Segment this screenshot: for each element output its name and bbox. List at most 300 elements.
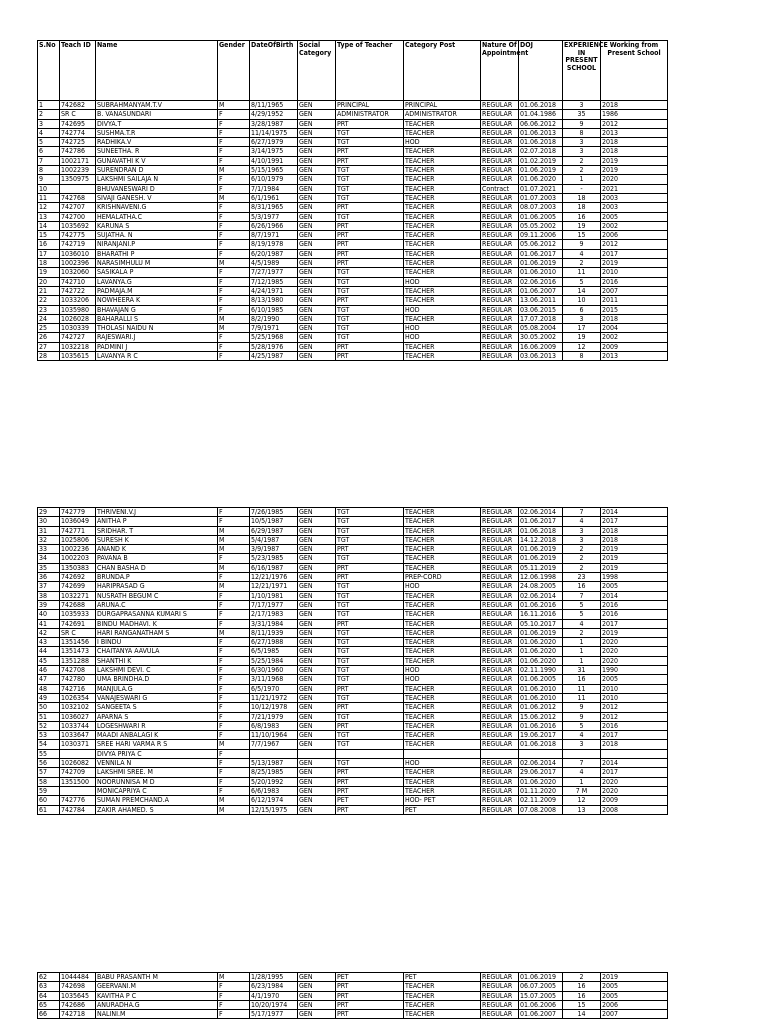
cell-date-of-birth: 5/20/1992 bbox=[250, 777, 298, 786]
cell-experience: 3 bbox=[563, 526, 601, 535]
cell-nature-of-appointment: REGULAR bbox=[481, 554, 519, 563]
cell-date-of-birth: 5/25/1984 bbox=[250, 656, 298, 665]
cell-social-category: GEN bbox=[298, 638, 336, 647]
cell-type-of-teacher: TGT bbox=[336, 647, 404, 656]
cell-gender: F bbox=[218, 240, 250, 249]
table-row bbox=[38, 147, 668, 156]
table-row bbox=[38, 221, 668, 230]
cell-nature-of-appointment: REGULAR bbox=[481, 619, 519, 628]
cell-gender: M bbox=[218, 166, 250, 175]
cell-category-post: ADMINISTRATOR bbox=[404, 110, 481, 119]
cell-nature-of-appointment: REGULAR bbox=[481, 600, 519, 609]
cell-gender: F bbox=[218, 1010, 250, 1019]
table-row bbox=[38, 554, 668, 563]
cell-name: CHAN BASHA D bbox=[96, 563, 218, 572]
cell-teach-id: 1036027 bbox=[60, 712, 96, 721]
cell-sno: 43 bbox=[38, 638, 60, 647]
cell-working-from: 2009 bbox=[601, 342, 668, 351]
cell-experience: 8 bbox=[563, 352, 601, 361]
cell-doj: 02.06.2016 bbox=[519, 277, 563, 286]
cell-date-of-birth: 5/3/1977 bbox=[250, 212, 298, 221]
cell-teach-id: 742708 bbox=[60, 666, 96, 675]
cell-category-post: TEACHER bbox=[404, 508, 481, 517]
cell-working-from: 2014 bbox=[601, 759, 668, 768]
cell-gender: M bbox=[218, 101, 250, 110]
cell-working-from: 2017 bbox=[601, 619, 668, 628]
cell-category-post: TEACHER bbox=[404, 768, 481, 777]
cell-social-category: GEN bbox=[298, 212, 336, 221]
cell-working-from: 1998 bbox=[601, 573, 668, 582]
cell-name: RADHIKA.V bbox=[96, 138, 218, 147]
table-row bbox=[38, 991, 668, 1000]
cell-category-post: TEACHER bbox=[404, 712, 481, 721]
cell-category-post bbox=[404, 749, 481, 758]
cell-working-from: 1990 bbox=[601, 666, 668, 675]
cell-doj: 01.06.2006 bbox=[519, 1000, 563, 1009]
cell-type-of-teacher: TGT bbox=[336, 759, 404, 768]
cell-social-category: GEN bbox=[298, 535, 336, 544]
table-row bbox=[38, 805, 668, 814]
cell-name: HARI RANGANATHAM S bbox=[96, 628, 218, 637]
cell-social-category: GEN bbox=[298, 128, 336, 137]
cell-teach-id: 1026082 bbox=[60, 759, 96, 768]
cell-type-of-teacher: PRT bbox=[336, 352, 404, 361]
cell-nature-of-appointment: REGULAR bbox=[481, 759, 519, 768]
table-row bbox=[38, 721, 668, 730]
cell-social-category: GEN bbox=[298, 508, 336, 517]
cell-teach-id: 1351288 bbox=[60, 656, 96, 665]
header-name: Name bbox=[96, 41, 218, 101]
cell-experience: 3 bbox=[563, 138, 601, 147]
cell-type-of-teacher: TGT bbox=[336, 712, 404, 721]
cell-type-of-teacher: TGT bbox=[336, 212, 404, 221]
cell-working-from: 2019 bbox=[601, 973, 668, 982]
cell-type-of-teacher: PRT bbox=[336, 221, 404, 230]
table-row bbox=[38, 212, 668, 221]
cell-nature-of-appointment: REGULAR bbox=[481, 352, 519, 361]
cell-working-from: 2018 bbox=[601, 535, 668, 544]
cell-type-of-teacher: PRT bbox=[336, 249, 404, 258]
cell-date-of-birth: 6/5/1985 bbox=[250, 647, 298, 656]
cell-nature-of-appointment: REGULAR bbox=[481, 991, 519, 1000]
cell-date-of-birth: 8/2/1990 bbox=[250, 314, 298, 323]
cell-social-category: GEN bbox=[298, 526, 336, 535]
cell-social-category: GEN bbox=[298, 573, 336, 582]
cell-gender: F bbox=[218, 703, 250, 712]
cell-category-post: HOD- PET bbox=[404, 796, 481, 805]
cell-doj: 01.06.2013 bbox=[519, 128, 563, 137]
cell-nature-of-appointment: REGULAR bbox=[481, 156, 519, 165]
cell-experience: 11 bbox=[563, 268, 601, 277]
cell-sno: 59 bbox=[38, 786, 60, 795]
cell-sno: 23 bbox=[38, 305, 60, 314]
table-row bbox=[38, 740, 668, 749]
cell-doj: 30.05.2002 bbox=[519, 333, 563, 342]
cell-date-of-birth: 7/27/1977 bbox=[250, 268, 298, 277]
table-row bbox=[38, 759, 668, 768]
cell-gender: M bbox=[218, 582, 250, 591]
cell-category-post: HOD bbox=[404, 305, 481, 314]
cell-sno: 7 bbox=[38, 156, 60, 165]
cell-teach-id: 1002239 bbox=[60, 166, 96, 175]
table-row bbox=[38, 259, 668, 268]
cell-category-post: TEACHER bbox=[404, 740, 481, 749]
cell-type-of-teacher: TGT bbox=[336, 128, 404, 137]
cell-nature-of-appointment: REGULAR bbox=[481, 240, 519, 249]
cell-gender: F bbox=[218, 138, 250, 147]
cell-working-from: 2012 bbox=[601, 712, 668, 721]
cell-name: GEERVANI.M bbox=[96, 982, 218, 991]
cell-date-of-birth: 10/20/1974 bbox=[250, 1000, 298, 1009]
cell-experience: 4 bbox=[563, 619, 601, 628]
cell-category-post: TEACHER bbox=[404, 628, 481, 637]
cell-working-from: 2018 bbox=[601, 138, 668, 147]
cell-doj: 01.06.2019 bbox=[519, 259, 563, 268]
cell-experience: 4 bbox=[563, 768, 601, 777]
cell-type-of-teacher: PRT bbox=[336, 768, 404, 777]
table-row bbox=[38, 138, 668, 147]
cell-category-post: TEACHER bbox=[404, 656, 481, 665]
cell-experience: 11 bbox=[563, 693, 601, 702]
table-row bbox=[38, 684, 668, 693]
cell-category-post: TEACHER bbox=[404, 240, 481, 249]
cell-working-from: 2017 bbox=[601, 517, 668, 526]
cell-nature-of-appointment: REGULAR bbox=[481, 684, 519, 693]
table-row bbox=[38, 119, 668, 128]
cell-teach-id: 742786 bbox=[60, 147, 96, 156]
cell-teach-id: 1032218 bbox=[60, 342, 96, 351]
cell-doj: 01.06.2017 bbox=[519, 517, 563, 526]
cell-date-of-birth: 11/14/1975 bbox=[250, 128, 298, 137]
cell-doj: 02.06.2014 bbox=[519, 591, 563, 600]
cell-doj: 05.11.2019 bbox=[519, 563, 563, 572]
cell-name: ARUNA.C bbox=[96, 600, 218, 609]
cell-social-category: GEN bbox=[298, 517, 336, 526]
cell-nature-of-appointment: REGULAR bbox=[481, 101, 519, 110]
cell-date-of-birth: 5/13/1987 bbox=[250, 759, 298, 768]
table-row bbox=[38, 193, 668, 202]
cell-nature-of-appointment: REGULAR bbox=[481, 740, 519, 749]
cell-working-from: 2007 bbox=[601, 1010, 668, 1019]
table-row bbox=[38, 535, 668, 544]
cell-type-of-teacher: TGT bbox=[336, 138, 404, 147]
cell-sno: 4 bbox=[38, 128, 60, 137]
cell-social-category: GEN bbox=[298, 582, 336, 591]
cell-date-of-birth: 7/7/1967 bbox=[250, 740, 298, 749]
cell-gender: M bbox=[218, 628, 250, 637]
cell-gender: F bbox=[218, 731, 250, 740]
cell-social-category: GEN bbox=[298, 324, 336, 333]
cell-doj: 08.07.2003 bbox=[519, 203, 563, 212]
header-working-from: Working from Present School bbox=[601, 41, 668, 101]
cell-date-of-birth: 7/9/1971 bbox=[250, 324, 298, 333]
cell-doj: 01.06.2019 bbox=[519, 554, 563, 563]
cell-sno: 27 bbox=[38, 342, 60, 351]
cell-sno: 3 bbox=[38, 119, 60, 128]
cell-social-category: GEN bbox=[298, 982, 336, 991]
cell-gender: M bbox=[218, 973, 250, 982]
cell-sno: 5 bbox=[38, 138, 60, 147]
cell-working-from: 2016 bbox=[601, 610, 668, 619]
cell-experience: 3 bbox=[563, 314, 601, 323]
cell-working-from: 2019 bbox=[601, 628, 668, 637]
cell-working-from: 2018 bbox=[601, 526, 668, 535]
cell-working-from: 2013 bbox=[601, 352, 668, 361]
cell-category-post: TEACHER bbox=[404, 128, 481, 137]
cell-sno: 51 bbox=[38, 712, 60, 721]
cell-teach-id: 1030371 bbox=[60, 740, 96, 749]
cell-experience: 4 bbox=[563, 517, 601, 526]
cell-working-from: 2016 bbox=[601, 277, 668, 286]
cell-name: SASIKALA P bbox=[96, 268, 218, 277]
table-row bbox=[38, 582, 668, 591]
cell-type-of-teacher: PRT bbox=[336, 203, 404, 212]
cell-experience: 8 bbox=[563, 128, 601, 137]
cell-doj: 05.05.2002 bbox=[519, 221, 563, 230]
cell-sno: 10 bbox=[38, 184, 60, 193]
cell-date-of-birth: 8/31/1965 bbox=[250, 203, 298, 212]
cell-social-category: GEN bbox=[298, 333, 336, 342]
cell-nature-of-appointment: REGULAR bbox=[481, 656, 519, 665]
cell-experience: 2 bbox=[563, 563, 601, 572]
cell-sno: 2 bbox=[38, 110, 60, 119]
cell-teach-id bbox=[60, 786, 96, 795]
cell-category-post: TEACHER bbox=[404, 563, 481, 572]
cell-nature-of-appointment: REGULAR bbox=[481, 768, 519, 777]
cell-doj: 06.07.2005 bbox=[519, 982, 563, 991]
cell-working-from: 2019 bbox=[601, 166, 668, 175]
cell-name: SHANTHI K bbox=[96, 656, 218, 665]
cell-name: GUNAVATHI K V bbox=[96, 156, 218, 165]
cell-doj: 01.06.2020 bbox=[519, 647, 563, 656]
cell-social-category: GEN bbox=[298, 203, 336, 212]
cell-gender: F bbox=[218, 647, 250, 656]
cell-working-from: 2019 bbox=[601, 259, 668, 268]
header-type-of-teacher: Type of Teacher bbox=[336, 41, 404, 101]
cell-experience: 9 bbox=[563, 240, 601, 249]
cell-experience: 14 bbox=[563, 286, 601, 295]
cell-teach-id: 742695 bbox=[60, 119, 96, 128]
cell-teach-id: SR C bbox=[60, 110, 96, 119]
cell-gender: M bbox=[218, 526, 250, 535]
cell-category-post: PET bbox=[404, 805, 481, 814]
cell-date-of-birth: 8/13/1980 bbox=[250, 296, 298, 305]
cell-sno: 14 bbox=[38, 221, 60, 230]
cell-experience: 9 bbox=[563, 712, 601, 721]
cell-type-of-teacher: TGT bbox=[336, 184, 404, 193]
table-row bbox=[38, 508, 668, 517]
cell-category-post: TEACHER bbox=[404, 721, 481, 730]
cell-social-category: GEN bbox=[298, 342, 336, 351]
cell-gender: F bbox=[218, 333, 250, 342]
cell-social-category: GEN bbox=[298, 777, 336, 786]
cell-experience: 11 bbox=[563, 684, 601, 693]
cell-date-of-birth: 5/15/1965 bbox=[250, 166, 298, 175]
cell-type-of-teacher: PRT bbox=[336, 156, 404, 165]
cell-gender: F bbox=[218, 231, 250, 240]
cell-experience: 10 bbox=[563, 296, 601, 305]
cell-type-of-teacher: PRT bbox=[336, 684, 404, 693]
cell-gender: F bbox=[218, 600, 250, 609]
cell-gender: F bbox=[218, 110, 250, 119]
cell-category-post: TEACHER bbox=[404, 119, 481, 128]
cell-name: LOGESHWARI R bbox=[96, 721, 218, 730]
cell-experience: 4 bbox=[563, 731, 601, 740]
cell-date-of-birth: 12/15/1975 bbox=[250, 805, 298, 814]
cell-sno: 50 bbox=[38, 703, 60, 712]
cell-name: DIVYA.T bbox=[96, 119, 218, 128]
cell-category-post: TEACHER bbox=[404, 786, 481, 795]
cell-working-from: 2017 bbox=[601, 768, 668, 777]
cell-experience: 7 M bbox=[563, 786, 601, 795]
cell-category-post: TEACHER bbox=[404, 703, 481, 712]
cell-name: SURENDRAN D bbox=[96, 166, 218, 175]
cell-type-of-teacher: PRT bbox=[336, 786, 404, 795]
table-row bbox=[38, 517, 668, 526]
cell-social-category: GEN bbox=[298, 286, 336, 295]
cell-teach-id: 1035645 bbox=[60, 991, 96, 1000]
cell-doj: 05.08.2004 bbox=[519, 324, 563, 333]
table-row bbox=[38, 796, 668, 805]
cell-nature-of-appointment: REGULAR bbox=[481, 203, 519, 212]
cell-experience: 3 bbox=[563, 740, 601, 749]
cell-name: ANITHA P bbox=[96, 517, 218, 526]
cell-name: THOLASI NAIDU N bbox=[96, 324, 218, 333]
cell-sno: 19 bbox=[38, 268, 60, 277]
cell-doj: 16.11.2016 bbox=[519, 610, 563, 619]
table-row bbox=[38, 156, 668, 165]
cell-gender: F bbox=[218, 759, 250, 768]
cell-category-post: TEACHER bbox=[404, 296, 481, 305]
table-row bbox=[38, 175, 668, 184]
cell-doj: 01.07.2021 bbox=[519, 184, 563, 193]
cell-category-post: TEACHER bbox=[404, 526, 481, 535]
cell-date-of-birth: 6/1/1961 bbox=[250, 193, 298, 202]
cell-experience: 35 bbox=[563, 110, 601, 119]
cell-experience: 2 bbox=[563, 166, 601, 175]
cell-social-category: GEN bbox=[298, 619, 336, 628]
cell-social-category: GEN bbox=[298, 268, 336, 277]
cell-nature-of-appointment: REGULAR bbox=[481, 647, 519, 656]
cell-doj: 01.06.2018 bbox=[519, 101, 563, 110]
table-row bbox=[38, 342, 668, 351]
cell-category-post: TEACHER bbox=[404, 184, 481, 193]
cell-type-of-teacher: PRT bbox=[336, 1000, 404, 1009]
cell-social-category: GEN bbox=[298, 193, 336, 202]
cell-date-of-birth: 2/17/1983 bbox=[250, 610, 298, 619]
cell-teach-id: 1002171 bbox=[60, 156, 96, 165]
cell-social-category: GEN bbox=[298, 184, 336, 193]
cell-experience: 2 bbox=[563, 259, 601, 268]
cell-working-from bbox=[601, 749, 668, 758]
cell-sno: 38 bbox=[38, 591, 60, 600]
cell-teach-id: 1351456 bbox=[60, 638, 96, 647]
cell-type-of-teacher: PRT bbox=[336, 703, 404, 712]
cell-sno: 46 bbox=[38, 666, 60, 675]
cell-gender: F bbox=[218, 221, 250, 230]
cell-category-post: TEACHER bbox=[404, 147, 481, 156]
cell-doj: 01.06.2010 bbox=[519, 684, 563, 693]
cell-teach-id: 742710 bbox=[60, 277, 96, 286]
cell-name: HEMALATHA.C bbox=[96, 212, 218, 221]
cell-experience: 7 bbox=[563, 759, 601, 768]
cell-name: APARNA S bbox=[96, 712, 218, 721]
cell-date-of-birth bbox=[250, 749, 298, 758]
cell-name: NUSRATH BEGUM C bbox=[96, 591, 218, 600]
cell-gender: F bbox=[218, 184, 250, 193]
cell-date-of-birth: 6/6/1983 bbox=[250, 786, 298, 795]
cell-sno: 49 bbox=[38, 693, 60, 702]
cell-name: NOORUNNISA M D bbox=[96, 777, 218, 786]
cell-nature-of-appointment: REGULAR bbox=[481, 786, 519, 795]
table-row bbox=[38, 768, 668, 777]
cell-nature-of-appointment: REGULAR bbox=[481, 110, 519, 119]
cell-name: SUJATHA. N bbox=[96, 231, 218, 240]
cell-name: NARASIMHULU M bbox=[96, 259, 218, 268]
cell-sno: 6 bbox=[38, 147, 60, 156]
cell-date-of-birth: 8/25/1985 bbox=[250, 768, 298, 777]
cell-type-of-teacher: PRT bbox=[336, 296, 404, 305]
table-row bbox=[38, 286, 668, 295]
cell-gender: F bbox=[218, 786, 250, 795]
cell-sno: 25 bbox=[38, 324, 60, 333]
cell-name: ANURADHA.G bbox=[96, 1000, 218, 1009]
cell-date-of-birth: 4/25/1987 bbox=[250, 352, 298, 361]
cell-experience: 15 bbox=[563, 231, 601, 240]
cell-type-of-teacher: TGT bbox=[336, 268, 404, 277]
cell-doj: 24.08.2005 bbox=[519, 582, 563, 591]
cell-sno: 17 bbox=[38, 249, 60, 258]
cell-name: KARUNA S bbox=[96, 221, 218, 230]
cell-doj: 01.06.2016 bbox=[519, 600, 563, 609]
cell-type-of-teacher: TGT bbox=[336, 638, 404, 647]
cell-working-from: 2011 bbox=[601, 296, 668, 305]
cell-nature-of-appointment: REGULAR bbox=[481, 731, 519, 740]
cell-nature-of-appointment: REGULAR bbox=[481, 526, 519, 535]
cell-category-post: TEACHER bbox=[404, 982, 481, 991]
cell-social-category: GEN bbox=[298, 259, 336, 268]
cell-doj: 15.07.2005 bbox=[519, 991, 563, 1000]
cell-category-post: TEACHER bbox=[404, 1010, 481, 1019]
cell-sno: 31 bbox=[38, 526, 60, 535]
cell-type-of-teacher: TGT bbox=[336, 554, 404, 563]
cell-date-of-birth: 7/17/1977 bbox=[250, 600, 298, 609]
cell-name: SANGEETA S bbox=[96, 703, 218, 712]
cell-date-of-birth: 7/1/1984 bbox=[250, 184, 298, 193]
cell-gender: F bbox=[218, 721, 250, 730]
cell-working-from: 2007 bbox=[601, 286, 668, 295]
cell-date-of-birth: 3/9/1987 bbox=[250, 545, 298, 554]
cell-doj: 01.11.2020 bbox=[519, 786, 563, 795]
header-social-category: Social Category bbox=[298, 41, 336, 101]
cell-experience: 16 bbox=[563, 982, 601, 991]
cell-teach-id: 742775 bbox=[60, 231, 96, 240]
cell-type-of-teacher: PRT bbox=[336, 991, 404, 1000]
cell-social-category: GEN bbox=[298, 768, 336, 777]
cell-teach-id: 1350383 bbox=[60, 563, 96, 572]
cell-date-of-birth: 1/10/1981 bbox=[250, 591, 298, 600]
cell-sno: 1 bbox=[38, 101, 60, 110]
cell-teach-id bbox=[60, 184, 96, 193]
cell-gender: F bbox=[218, 591, 250, 600]
cell-experience: 3 bbox=[563, 101, 601, 110]
cell-type-of-teacher: PRT bbox=[336, 1010, 404, 1019]
cell-date-of-birth: 12/21/1971 bbox=[250, 582, 298, 591]
cell-date-of-birth: 6/10/1985 bbox=[250, 305, 298, 314]
cell-doj: 12.06.1998 bbox=[519, 573, 563, 582]
header-category-post: Category Post bbox=[404, 41, 481, 101]
cell-doj: 01.07.2003 bbox=[519, 193, 563, 202]
